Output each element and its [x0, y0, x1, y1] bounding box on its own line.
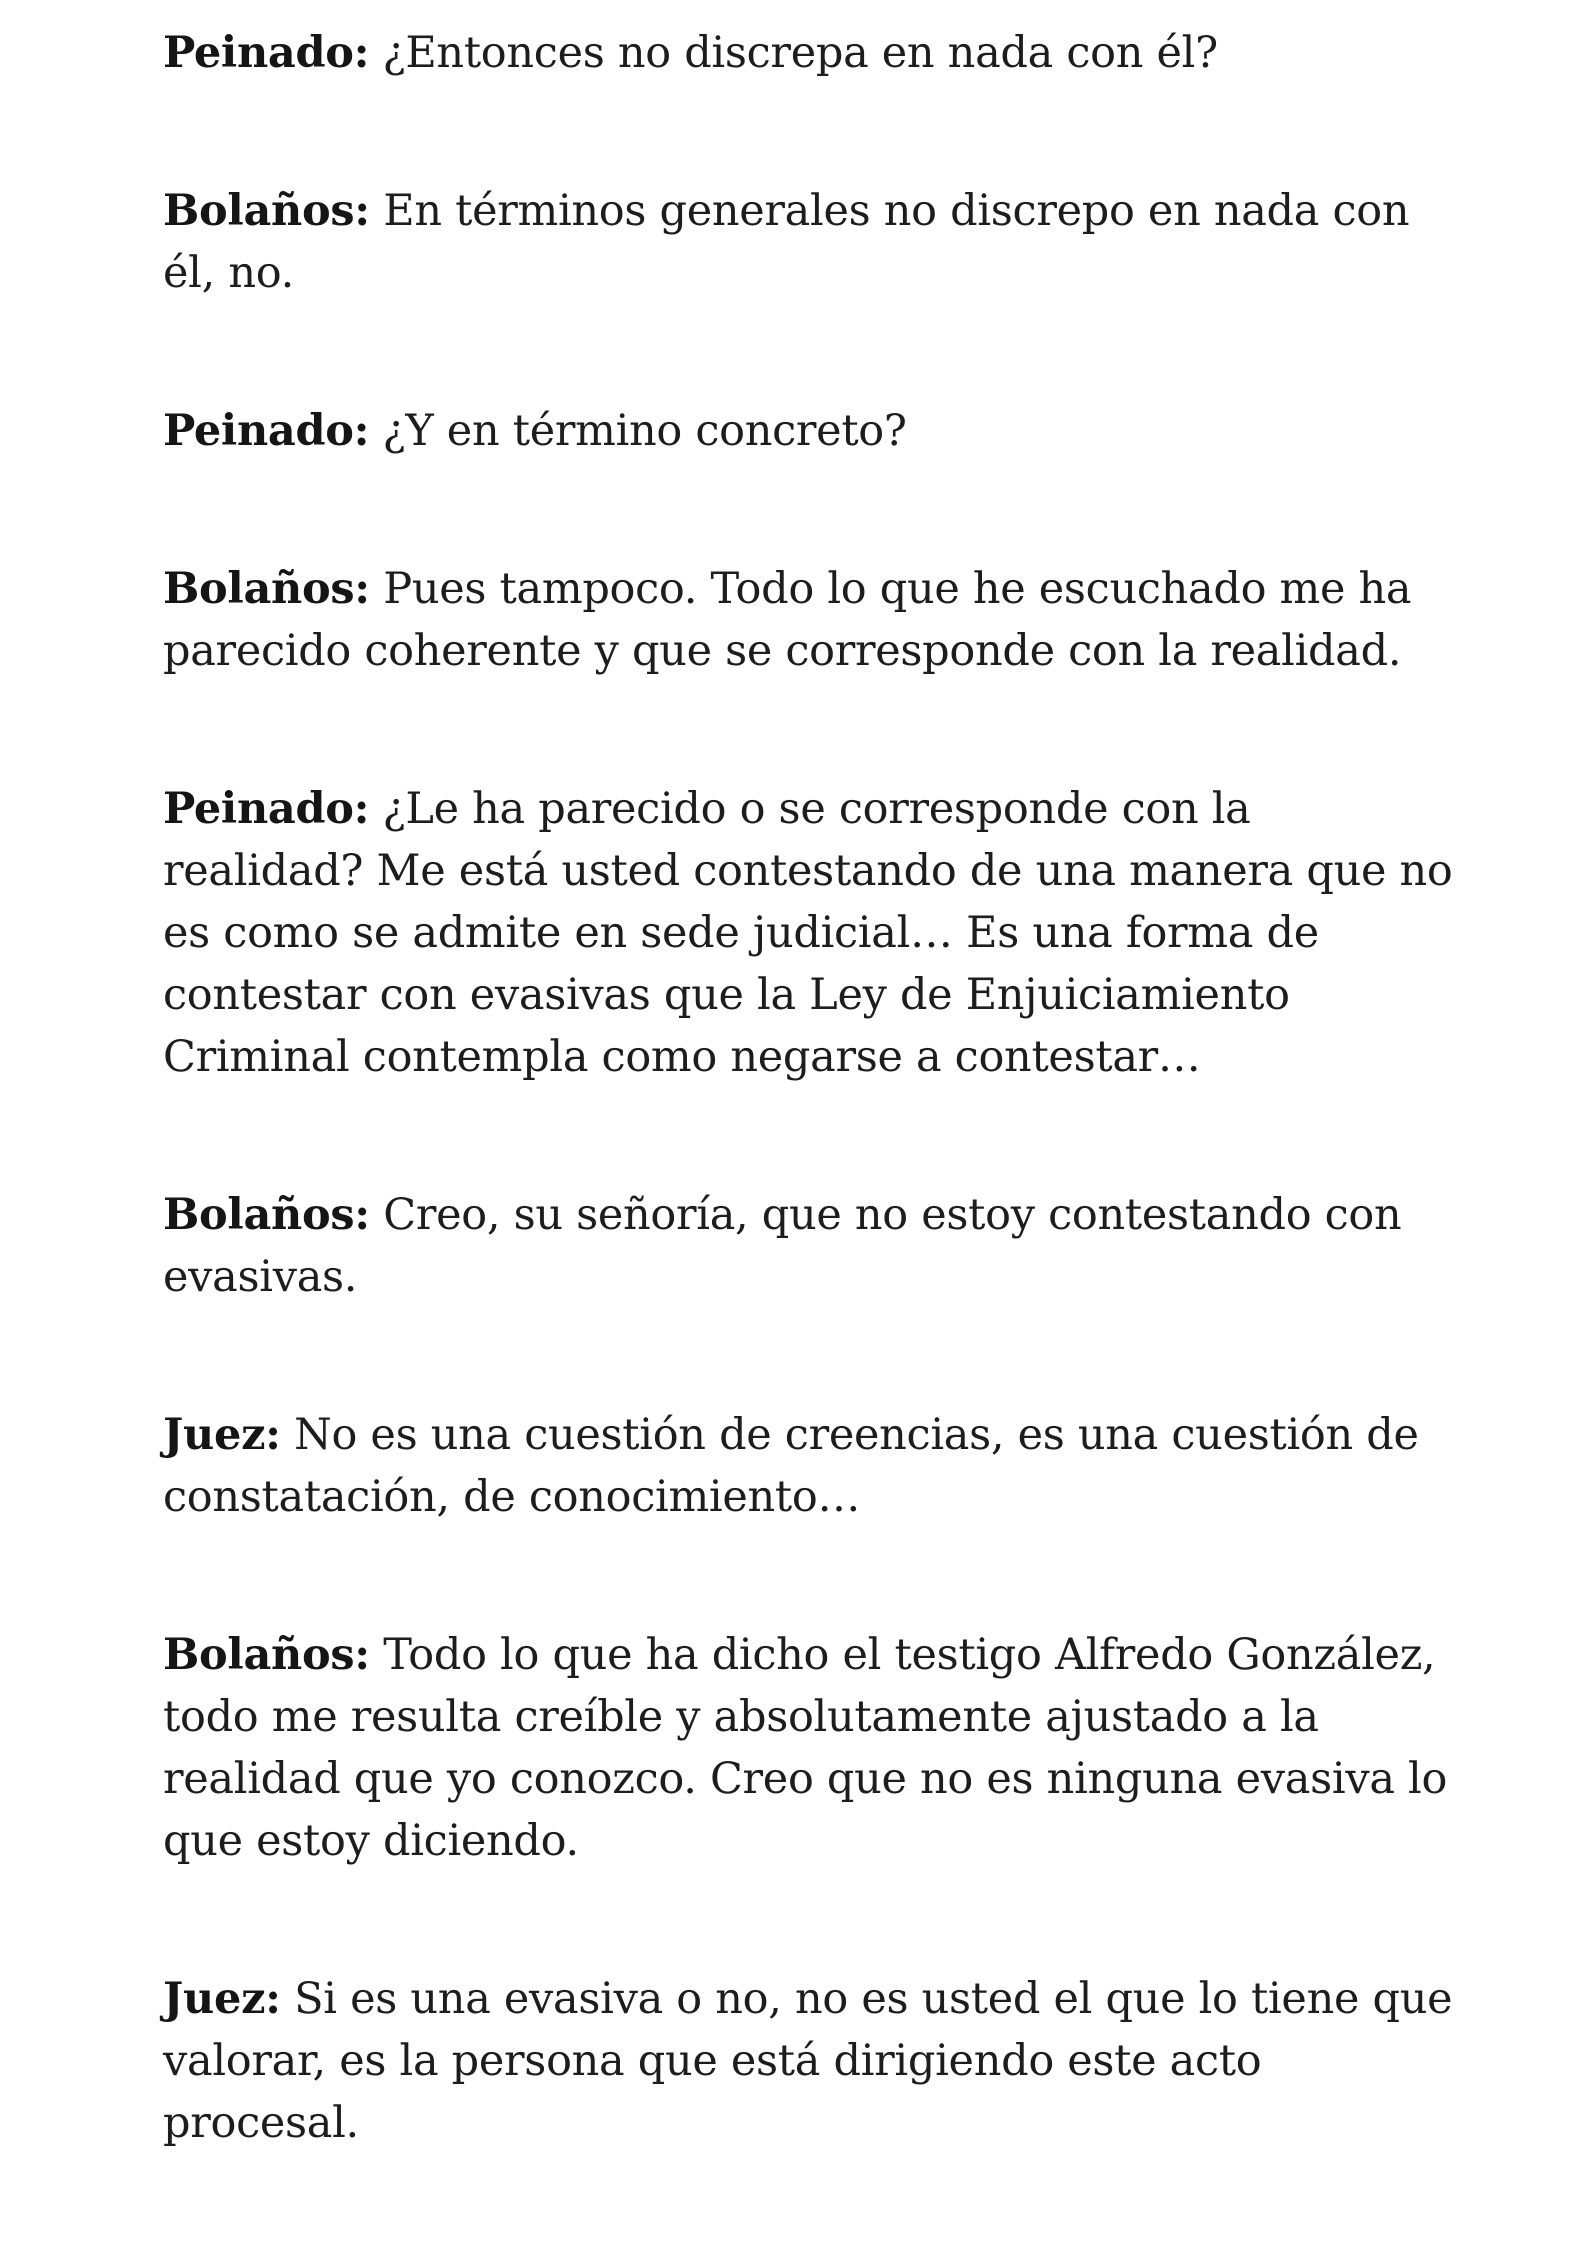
dialogue-entry	[163, 22, 1453, 84]
dialogue-text: Si es una evasiva o no, no es usted el que lo tiene que valorar, es la persona que está dirigiendo este acto procesal.	[163, 1974, 1453, 2148]
dialogue-text: Pues tampoco. Todo lo que he escuchado me ha parecido coherente y que se corresponde con la realidad.	[163, 564, 1412, 676]
speaker-name: Juez:	[163, 1974, 281, 2024]
speaker-name: Bolaños:	[163, 1190, 370, 1240]
speaker-name: Bolaños:	[163, 186, 370, 236]
dialogue-entry	[163, 1624, 1453, 1872]
speaker-name: Peinado:	[163, 28, 370, 78]
dialogue-text: ¿Entonces no discrepa en nada con él?	[382, 28, 1218, 78]
dialogue-text: En términos generales no discrepo en nada con él, no.	[163, 186, 1410, 298]
dialogue-entry	[163, 558, 1453, 682]
dialogue-entry	[163, 1404, 1453, 1528]
speaker-name: Bolaños:	[163, 564, 370, 614]
dialogue-text: Creo, su señoría, que no estoy contestando con evasivas.	[163, 1190, 1402, 1302]
speaker-name: Bolaños:	[163, 1630, 370, 1680]
dialogue-entry	[163, 400, 1453, 462]
dialogue-entry	[163, 180, 1453, 304]
transcript	[163, 22, 1453, 2250]
dialogue-text: Todo lo que ha dicho el testigo Alfredo González, todo me resulta creíble y absolutamente ajustado a la realidad que yo conozco. Creo que no es ninguna evasiva lo que estoy diciendo.	[163, 1630, 1448, 1866]
speaker-name: Juez:	[163, 1410, 281, 1460]
dialogue-entry	[163, 778, 1453, 1088]
speaker-name: Peinado:	[163, 784, 370, 834]
dialogue-text: ¿Le ha parecido o se corresponde con la realidad? Me está usted contestando de una manera que no es como se admite en sede judicial… Es una forma de contestar con evasivas que la Ley de Enjuiciamiento Criminal contempla como negarse a contestar…	[163, 784, 1453, 1082]
dialogue-entry	[163, 1184, 1453, 1308]
dialogue-text: ¿Y en término concreto?	[382, 406, 907, 456]
dialogue-text: No es una cuestión de creencias, es una cuestión de constatación, de conocimiento…	[163, 1410, 1419, 1522]
speaker-name: Peinado:	[163, 406, 370, 456]
dialogue-entry	[163, 1968, 1453, 2154]
